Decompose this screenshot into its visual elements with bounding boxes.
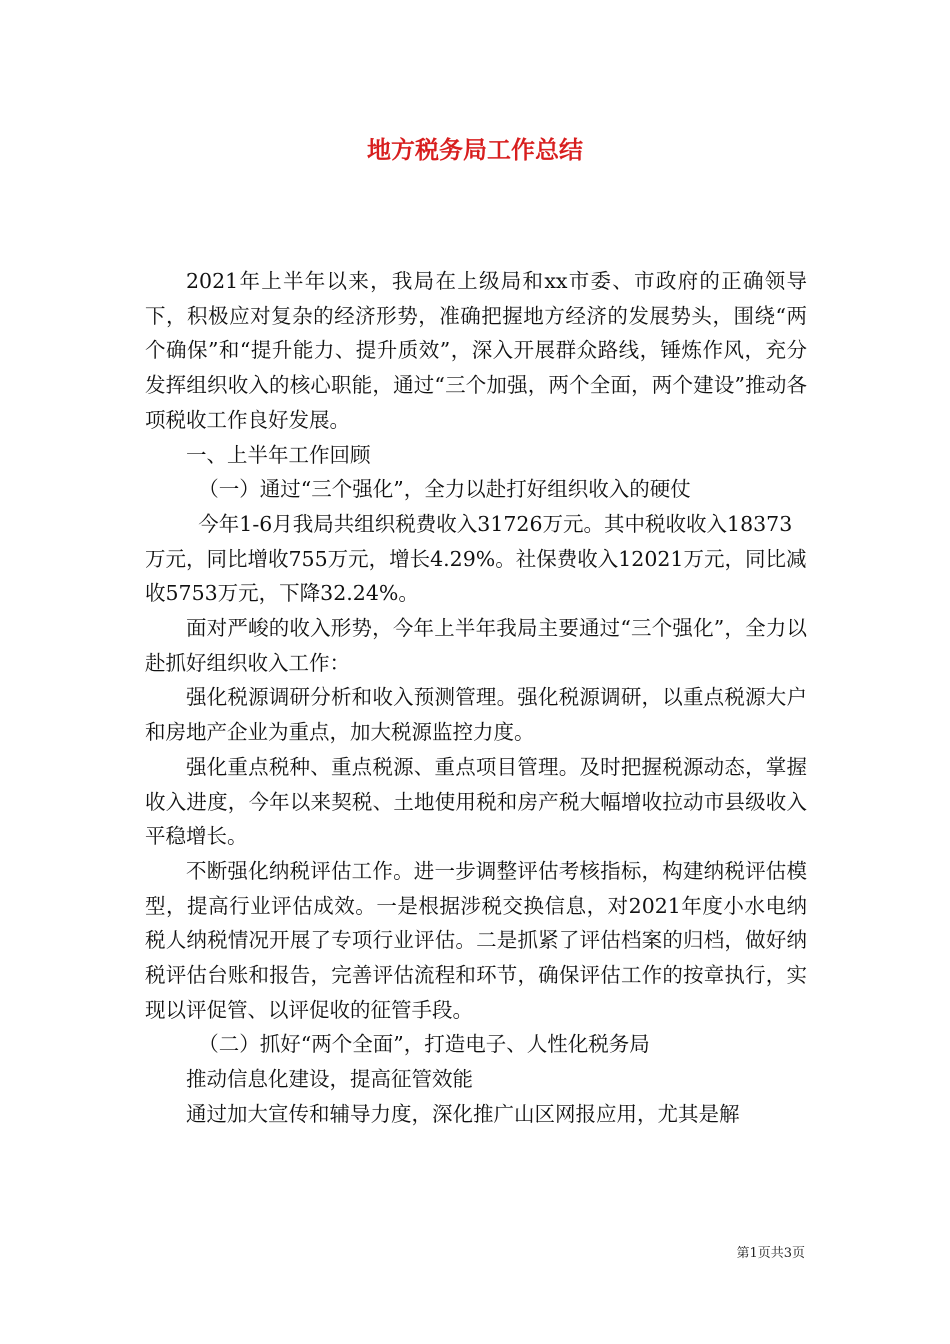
paragraph-intro: 2021年上半年以来，我局在上级局和xx市委、市政府的正确领导下，积极应对复杂的经济形势，准确把握地方经济的发展势头，围绕“两个确保”和“提升能力、提升质效”，深入开展群众路线，锤炼作风，充分发挥组织收入的核心职能，通过“三个加强，两个全面，两个建设”推动各项税收工作良好发展。 [145, 269, 807, 432]
document-body [145, 264, 807, 1132]
paragraph-tax-assessment: 不断强化纳税评估工作。进一步调整评估考核指标，构建纳税评估模型，提高行业评估成效。一是根据涉税交换信息，对2021年度小水电纳税人纳税情况开展了专项行业评估。二是抓紧了评估档案的归档，做好纳税评估台账和报告，完善评估流程和环节，确保评估工作的按章执行，实现以评促管、以评促收的征管手段。 [145, 858, 807, 1022]
paragraph-informatization: 推动信息化建设，提高征管效能 [186, 1067, 473, 1092]
paragraph-revenue-figures: 今年1-6月我局共组织税费收入31726万元。其中税收收入18373万元，同比增收755万元，增长4.29%。社保费收入12021万元，同比减收5753万元，下降32.24%。 [145, 511, 807, 606]
document-title: 地方税务局工作总结 [367, 135, 583, 164]
subsection-heading-1: （一）通过“三个强化”，全力以赴打好组织收入的硬仗 [198, 477, 691, 502]
paragraph-key-tax-management: 强化重点税种、重点税源、重点项目管理。及时把握税源动态，掌握收入进度，今年以来契税、土地使用税和房产税大幅增收拉动市县级收入平稳增长。 [145, 754, 807, 849]
paragraph-online-filing: 通过加大宣传和辅导力度，深化推广山区网报应用，尤其是解 [186, 1101, 740, 1126]
section-heading-review: 一、上半年工作回顾 [186, 442, 371, 467]
subsection-heading-2: （二）抓好“两个全面”，打造电子、人性化税务局 [198, 1032, 650, 1057]
paragraph-tax-source-research: 强化税源调研分析和收入预测管理。强化税源调研，以重点税源大户和房地产企业为重点，加大税源监控力度。 [145, 685, 807, 745]
page-number-footer: 第1页共3页 [736, 1246, 805, 1261]
paragraph-revenue-situation: 面对严峻的收入形势，今年上半年我局主要通过“三个强化”，全力以赴抓好组织收入工作： [145, 616, 807, 675]
